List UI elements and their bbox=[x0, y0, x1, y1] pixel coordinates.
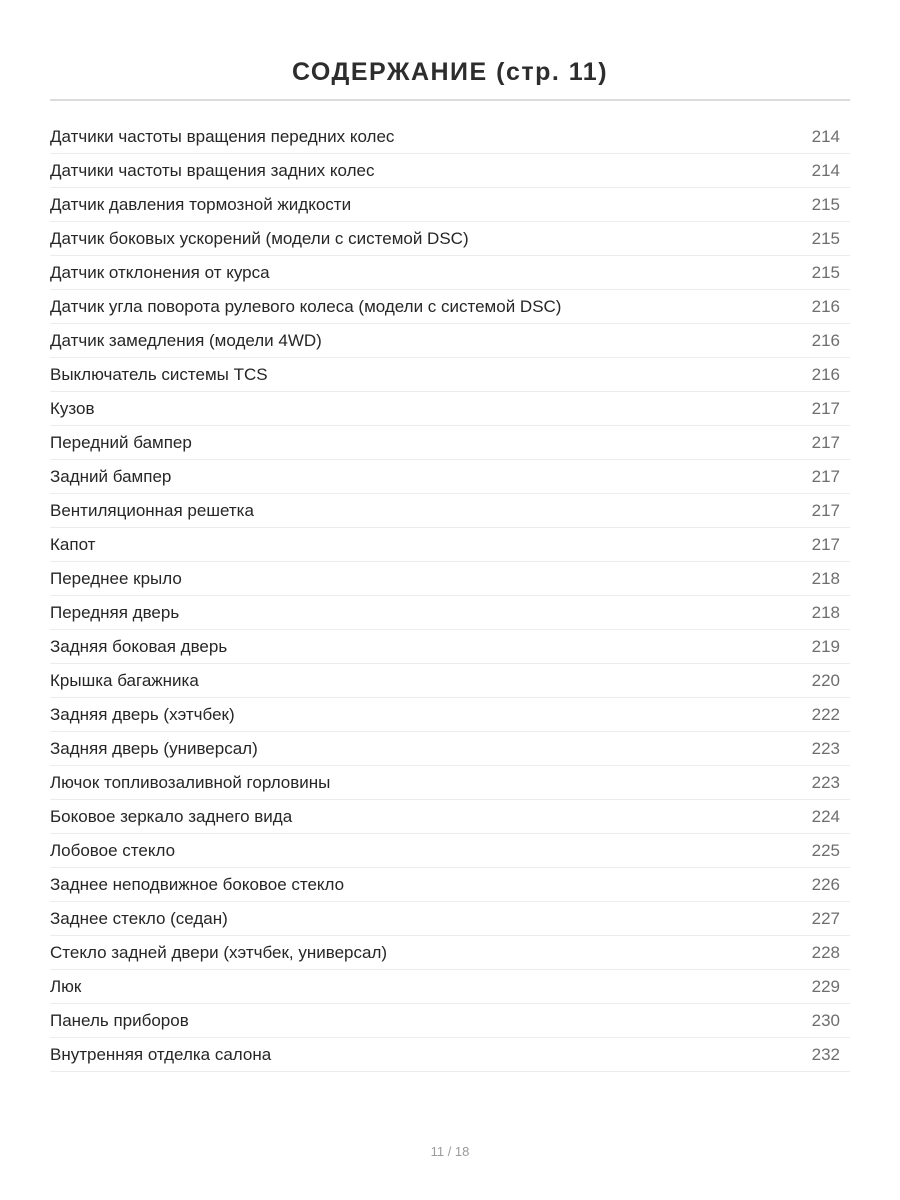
toc-entry-page-number: 225 bbox=[811, 841, 840, 860]
toc-entry[interactable] bbox=[50, 1038, 850, 1072]
toc-entry-title: Внутренняя отделка салона bbox=[50, 1045, 272, 1064]
toc-entry-page-number: 217 bbox=[811, 433, 840, 452]
toc-entry-title: Люк bbox=[50, 977, 82, 996]
toc-entry-page-number: 218 bbox=[811, 603, 840, 622]
toc-entry-title: Кузов bbox=[50, 399, 95, 418]
toc-entry-page-number: 216 bbox=[811, 331, 840, 350]
toc-entry-title: Датчик давления тормозной жидкости bbox=[50, 195, 352, 214]
toc-entry[interactable] bbox=[50, 528, 850, 562]
toc-entry-page-number: 219 bbox=[811, 637, 840, 656]
toc-entry-page-number: 216 bbox=[811, 365, 840, 384]
toc-entry-title: Передняя дверь bbox=[50, 603, 180, 622]
toc-entry[interactable] bbox=[50, 154, 850, 188]
toc-entry-title: Датчик угла поворота рулевого колеса (модели с системой DSC) bbox=[50, 297, 562, 316]
toc-entry-title: Задняя дверь (хэтчбек) bbox=[50, 705, 235, 724]
toc-entry-title: Задний бампер bbox=[50, 467, 172, 486]
toc-entry-title: Датчик замедления (модели 4WD) bbox=[50, 331, 322, 350]
toc-entry-page-number: 217 bbox=[811, 535, 840, 554]
toc-entry[interactable] bbox=[50, 426, 850, 460]
toc-entry-page-number: 226 bbox=[811, 875, 840, 894]
toc-entry-page-number: 217 bbox=[811, 501, 840, 520]
toc-entry-page-number: 229 bbox=[811, 977, 840, 996]
toc-entry[interactable] bbox=[50, 460, 850, 494]
toc-entry-page-number: 216 bbox=[811, 297, 840, 316]
toc-entry-page-number: 218 bbox=[811, 569, 840, 588]
toc-entry[interactable] bbox=[50, 936, 850, 970]
toc-entry-page-number: 227 bbox=[811, 909, 840, 928]
page-number-indicator: 11 / 18 bbox=[430, 1144, 470, 1159]
toc-entry-title: Переднее крыло bbox=[50, 569, 182, 588]
toc-entry-page-number: 224 bbox=[811, 807, 840, 826]
toc-entry-title: Капот bbox=[50, 535, 96, 554]
toc-entry[interactable] bbox=[50, 392, 850, 426]
title-divider bbox=[50, 99, 850, 101]
toc-entry[interactable] bbox=[50, 256, 850, 290]
toc-entry[interactable] bbox=[50, 800, 850, 834]
toc-entry-title: Датчики частоты вращения задних колес bbox=[50, 161, 375, 180]
toc-entry[interactable] bbox=[50, 868, 850, 902]
toc-entry[interactable] bbox=[50, 358, 850, 392]
toc-entry[interactable] bbox=[50, 596, 850, 630]
toc-entry-page-number: 232 bbox=[811, 1045, 840, 1064]
toc-entry-title: Задняя дверь (универсал) bbox=[50, 739, 258, 758]
toc-entry-title: Датчик отклонения от курса bbox=[50, 263, 270, 282]
page-title: СОДЕРЖАНИЕ (стр. 11) bbox=[291, 57, 609, 86]
toc-entry-page-number: 215 bbox=[811, 195, 840, 214]
toc-entry-page-number: 230 bbox=[811, 1011, 840, 1030]
toc-entry-title: Передний бампер bbox=[50, 433, 192, 452]
toc-entry[interactable] bbox=[50, 222, 850, 256]
toc-entry-title: Панель приборов bbox=[50, 1011, 189, 1030]
toc-entry-page-number: 214 bbox=[811, 127, 840, 146]
toc-entry[interactable] bbox=[50, 1004, 850, 1038]
toc-entry-page-number: 220 bbox=[811, 671, 840, 690]
toc-entry[interactable] bbox=[50, 324, 850, 358]
toc-entry-title: Датчик боковых ускорений (модели с системой DSC) bbox=[50, 229, 469, 248]
toc-entry-title: Крышка багажника bbox=[50, 671, 199, 690]
toc-entry[interactable] bbox=[50, 290, 850, 324]
toc-entry-page-number: 214 bbox=[811, 161, 840, 180]
toc-entry-page-number: 217 bbox=[811, 399, 840, 418]
toc-entry-title: Вентиляционная решетка bbox=[50, 501, 254, 520]
toc-entry[interactable] bbox=[50, 766, 850, 800]
toc-entry[interactable] bbox=[50, 834, 850, 868]
toc-entry-title: Заднее неподвижное боковое стекло bbox=[50, 875, 345, 894]
toc-entry[interactable] bbox=[50, 494, 850, 528]
toc-entry-title: Датчики частоты вращения передних колес bbox=[50, 127, 395, 146]
toc-entry-title: Стекло задней двери (хэтчбек, универсал) bbox=[50, 943, 388, 962]
toc-entry-page-number: 223 bbox=[811, 773, 840, 792]
toc-entry[interactable] bbox=[50, 120, 850, 154]
toc-entry-title: Заднее стекло (седан) bbox=[50, 909, 228, 928]
toc-entry[interactable] bbox=[50, 698, 850, 732]
toc-entry-page-number: 215 bbox=[811, 229, 840, 248]
table-of-contents bbox=[50, 120, 850, 1072]
toc-entry[interactable] bbox=[50, 188, 850, 222]
toc-entry[interactable] bbox=[50, 970, 850, 1004]
toc-entry[interactable] bbox=[50, 732, 850, 766]
toc-entry-title: Боковое зеркало заднего вида bbox=[50, 807, 293, 826]
toc-entry-title: Задняя боковая дверь bbox=[50, 637, 228, 656]
toc-entry[interactable] bbox=[50, 664, 850, 698]
toc-entry-page-number: 223 bbox=[811, 739, 840, 758]
toc-entry-page-number: 217 bbox=[811, 467, 840, 486]
toc-entry-page-number: 222 bbox=[811, 705, 840, 724]
toc-entry-page-number: 228 bbox=[811, 943, 840, 962]
toc-entry[interactable] bbox=[50, 562, 850, 596]
toc-entry-title: Лобовое стекло bbox=[50, 841, 176, 860]
toc-entry-title: Лючок топливозаливной горловины bbox=[50, 773, 331, 792]
toc-entry-page-number: 215 bbox=[811, 263, 840, 282]
toc-entry[interactable] bbox=[50, 630, 850, 664]
toc-entry[interactable] bbox=[50, 902, 850, 936]
toc-entry-title: Выключатель системы TCS bbox=[50, 365, 268, 384]
